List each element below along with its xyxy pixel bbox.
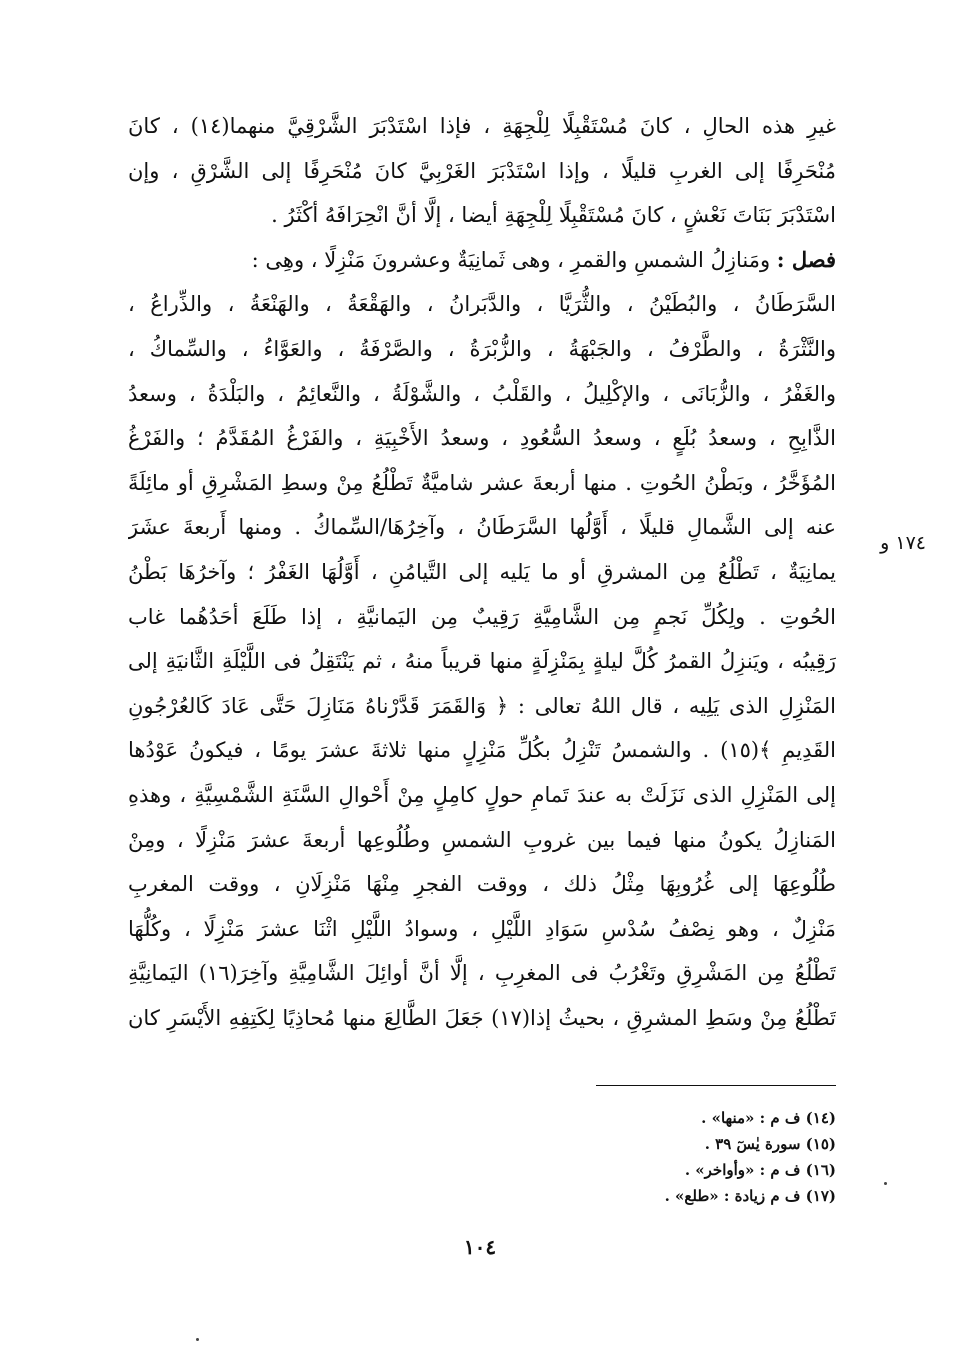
text-line: عنه إلى الشَّمالِ قليلًا ، أَوَّلُها السَّرَطَانُ ، وآخِرُهَا/السِّماكُ . ومنها أَربعةَ عشَرَ: [128, 515, 836, 540]
text-line: تَطْلُعُ مِن المَشْرِقِ وتَغْرُبُ فى المغرِبِ ، إلَّا أنَّ أوائِلَ الشَّامِيَّةِ وآخِرَ(١٦) اليَمانِيَّةِ: [128, 961, 836, 986]
main-text: [128, 104, 836, 1040]
footnote: (١٥) سورة يٰسٓ ٣٩ .: [704, 1135, 836, 1153]
scan-speck: [196, 1338, 199, 1341]
page-number: ١٠٤: [463, 1235, 497, 1259]
text-line: والغَفْرُ ، والزُّبَانَى ، والإكْلِيلُ ، والقَلْبُ ، والشَّوْلَةُ ، والنَّعائِمُ ، والبَلْدَةُ ، وسعدُ: [128, 381, 836, 406]
manuscript-folio-note: ١٧٤ و: [880, 532, 926, 554]
text-line: مَنْزِلٌ ، وهو نِصْفُ سُدْسِ سَوَادِ اللَّيْلِ ، وسوادُ اللَّيْلِ اثْنَا عشرَ مَنْزِلًا ، وكُلُّهَا: [128, 916, 836, 941]
text-line: القَدِيمِ ﴾(١٥) . والشمسُ تَنْزِلُ بكُلِّ مَنْزِلٍ منها ثلاثةَ عشرَ يومًا ، فيكونُ عَوْدُها: [128, 738, 836, 763]
text-line: طُلُوعِهَا إلى غُرُوبِهَا مِثْلُ ذلك ، ووقت الفجرِ مِنْهَا مَنْزِلَانِ ، ووقت المغربِ: [128, 872, 836, 897]
text-line: المَنازِلُ يكونُ منها فيما بين غروبِ الشمسِ وطُلُوعِها أربعةَ عشرَ مَنْزِلًا ، ومِنْ: [128, 827, 836, 852]
footnote: (١٧) ف م زيادة : «طلع» .: [664, 1187, 836, 1205]
section-heading: فصل :: [776, 246, 836, 272]
text-line: مُنْحَرِفًا إلى الغربِ قليلًا ، وإذا اسْتَدْبَرَ الغَرْبِيَّ كانَ مُنْحَرِفًا إلى الشَّرْقِ ، وإن: [128, 158, 836, 183]
text-line: يمانِيَةٌ ، تَطْلُعُ مِن المشرقِ أو ما يَليه إلى التَّيامُنِ ، أَوَّلُهَا الغَفْرُ ؛ وآخرُهَا بَطْنُ: [128, 559, 836, 584]
section-first-line-text: ومَنازِلُ الشمسِ والقمرِ ، وهى ثَمانِيَةٌ وعشرونَ مَنْزِلًا ، وهِى :: [251, 247, 771, 272]
footnotes: [500, 1105, 836, 1209]
text-line: رَقِيبُه ، ويَنزِلُ القمرُ كُلَّ ليلةٍ بِمَنْزِلَةٍ منها قريباً منهُ ، ثم يَنْتَقِلُ فى اللَّيْلَةِ الثَّانيَةِ إلى: [128, 649, 836, 674]
section-first-line: [128, 238, 836, 283]
text-line: والنَّثْرَةُ ، والطَّرْفُ ، والجَبْهَةُ ، والزُّبْرَةُ ، والصَّرْفَةُ ، والعَوَّاءُ ، والسِّماكُ ،: [128, 336, 836, 361]
text-line: المُؤَخَّرُ ، وبَطْنُ الحُوتِ . منها أربعةَ عشر شاميَّةٌ تَطْلُعُ مِنْ وسطِ المَشْرِقِ أو مائِلَةً: [128, 470, 836, 495]
text-line: غيرِ هذه الحالِ ، كانَ مُسْتَقْبِلًا لِلْجِهَةِ ، فإذا اسْتَدْبَرَ الشَّرْقِيَّ منهما(١٤) ، كانَ: [128, 114, 836, 138]
text-line: إلى المَنْزِلِ الذى نَزَلَتْ به عندَ تَمامِ حولٍ كامِلٍ مِنْ أَحْوالِ السَّنَةِ الشَّمْسِيَّةِ ، وهذهِ: [128, 782, 836, 807]
scan-speck: [884, 1182, 887, 1185]
footnote: (١٦) ف م : «وأواخر» .: [684, 1161, 836, 1179]
text-line: السَّرَطَانُ ، والبُطَيْنُ ، والثُّرَيَّا ، والدَّبَرانُ ، والهَقْعَةُ ، والهَنْعَةُ ، والذِّراعُ ،: [128, 292, 836, 317]
text-line: تَطْلُعُ مِنْ وسَطِ المشرِقِ ، بحيثُ إذا(١٧) جَعَلَ الطَّالِعَ منها مُحاذِيًا لِكَتِفِهِ الأَيْسَرِ كان: [128, 1005, 836, 1030]
text-line: المَنْزِلِ الذى يَلِيه ، قال اللهُ تعالى : ﴿ وَالقَمَرَ قَدَّرْناهُ مَنَازِلَ حَتَّى عَادَ كَالعُرْجُونِ: [128, 693, 836, 718]
text-line: اسْتَدْبَرَ بَنَاتَ نَعْشٍ ، كانَ مُسْتَقْبِلًا لِلْجِهَةِ أيضا ، إلَّا أنَّ انْحِرَافَهُ أكْثَرُ .: [271, 203, 836, 228]
text-line: الحُوتِ . ولِكُلِّ نَجمٍ مِن الشَّامِيَّةِ رَقِيبٌ مِن اليَمانيَّةِ ، إذا طَلَعَ أحَدُهُما غاب: [128, 604, 836, 629]
text-line: الذَّابِحِ ، وسعدُ بُلَعٍ ، وسعدُ السُّعُودِ ، وسعدُ الأَخْبِيَةِ ، والفَرْغُ المُقَدَّمُ ؛ والفَرْغُ: [128, 426, 836, 451]
footnote: (١٤) ف م : «منها» .: [701, 1109, 836, 1127]
footnote-separator: [596, 1085, 836, 1086]
